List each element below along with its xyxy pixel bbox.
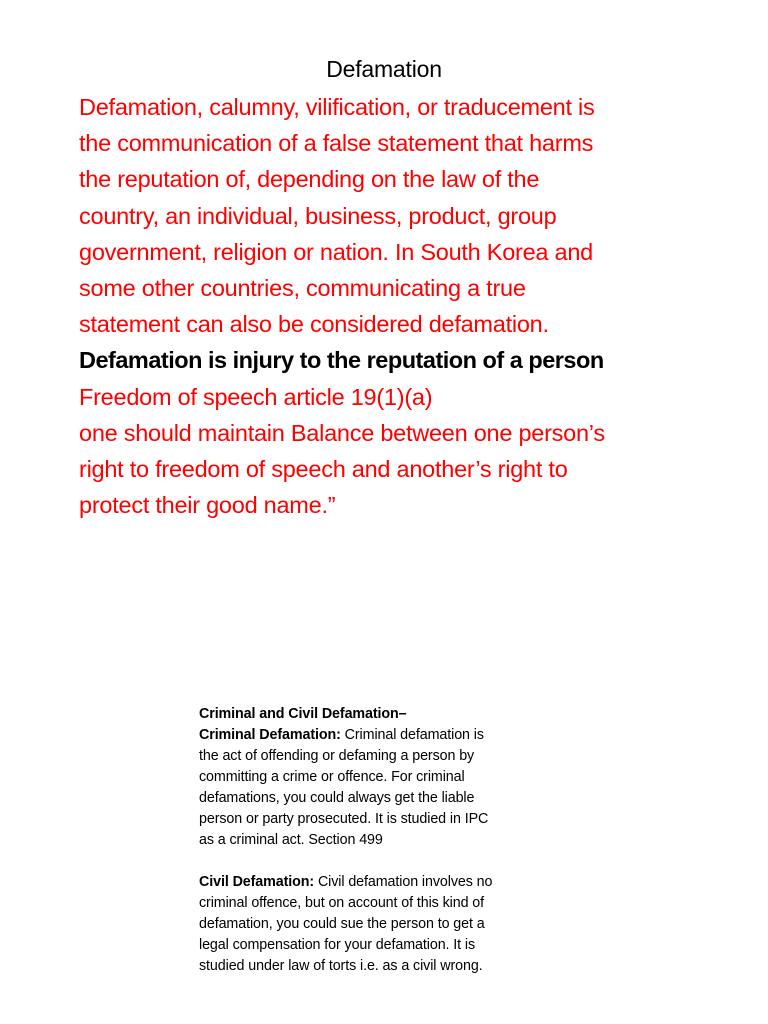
civil-defamation-text: Civil defamation involves no criminal offence, but on account of this kind of defamation, you could sue the person to get a legal compensation for your defamation. It is studied under law of torts i.e. as a civil wrong. xyxy=(199,874,493,974)
definition-paragraph: Defamation, calumny, vilification, or traducement is the communication of a false statement that harms the reputation of, depending on the law of the country, an individual, business, product, group government, religion or nation. In South Korea and some other countries, communicating a true statement can also be considered defamation. xyxy=(79,94,595,338)
paragraph-spacer xyxy=(199,851,579,872)
balance-paragraph: one should maintain Balance between one person’s right to freedom of speech and another’s right to protect their good name.” xyxy=(79,419,605,519)
article-reference: Freedom of speech article 19(1)(a) xyxy=(79,383,433,410)
slide-criminal-civil-defamation xyxy=(199,704,579,977)
criminal-defamation-text: Criminal defamation is the act of offending or defaming a person by committing a crime or offence. For criminal defamations, you could always get the liable person or party prosecuted. It is studied in IPC as a criminal act. Section 499 xyxy=(199,727,489,848)
section-heading: Criminal and Civil Defamation– xyxy=(199,706,407,722)
criminal-defamation-paragraph xyxy=(199,725,579,851)
slide-title: Defamation xyxy=(326,56,442,82)
slide-body xyxy=(79,89,739,523)
civil-defamation-label: Civil Defamation: xyxy=(199,874,315,890)
criminal-defamation-label: Criminal Defamation: xyxy=(199,727,341,743)
bold-statement: Defamation is injury to the reputation of a person xyxy=(79,347,604,374)
civil-defamation-paragraph xyxy=(199,872,579,977)
